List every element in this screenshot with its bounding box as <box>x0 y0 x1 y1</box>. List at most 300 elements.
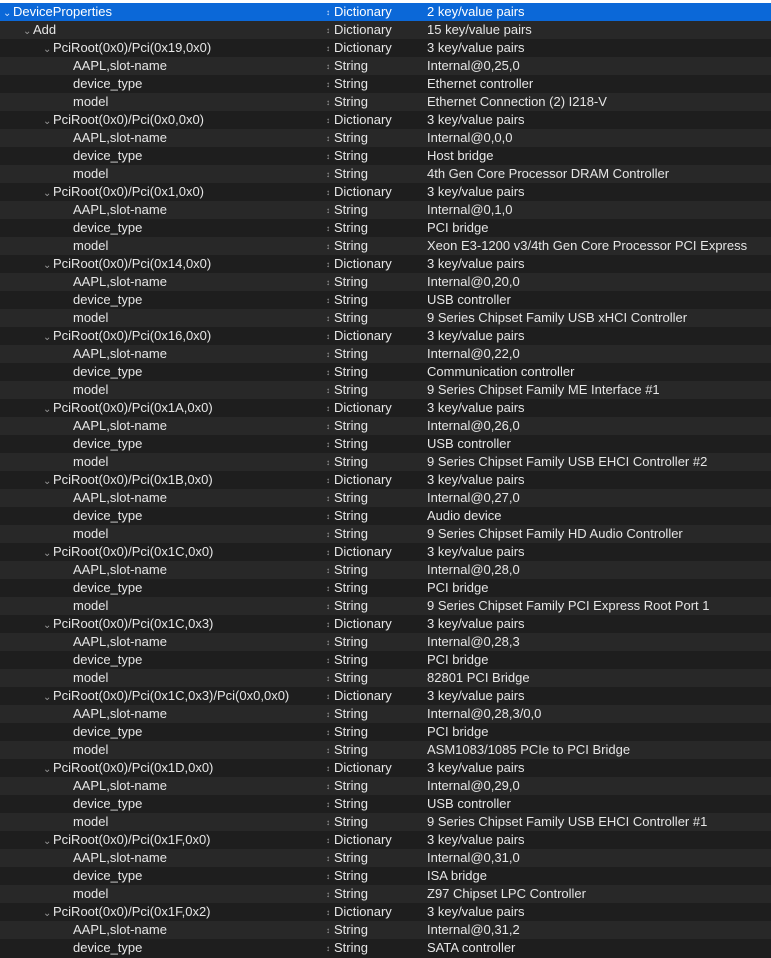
row-type-selector[interactable] <box>326 831 416 850</box>
up-down-arrows-icon: ↕ <box>326 854 330 863</box>
row-key <box>0 687 363 707</box>
row-key-label: model <box>73 742 109 757</box>
row-value[interactable]: Host bridge <box>427 148 494 163</box>
plist-row[interactable] <box>0 489 771 507</box>
row-key-label: model <box>73 598 109 613</box>
row-type-label: String <box>334 580 368 595</box>
plist-row[interactable] <box>0 273 771 291</box>
plist-row[interactable] <box>0 669 771 687</box>
row-value[interactable]: 3 key/value pairs <box>427 616 525 631</box>
row-value[interactable]: PCI bridge <box>427 652 489 667</box>
chevron-down-icon[interactable]: ⌄ <box>43 548 52 559</box>
row-type-selector[interactable] <box>326 921 416 940</box>
row-value[interactable]: 3 key/value pairs <box>427 904 525 919</box>
row-key <box>0 255 363 275</box>
plist-row[interactable] <box>0 579 771 597</box>
row-value[interactable]: 3 key/value pairs <box>427 184 525 199</box>
row-key-label: AAPL,slot-name <box>73 850 167 865</box>
row-key <box>0 21 343 41</box>
row-value[interactable]: Communication controller <box>427 364 575 379</box>
row-key-label: AAPL,slot-name <box>73 346 167 361</box>
row-value[interactable]: USB controller <box>427 292 511 307</box>
row-value[interactable]: 9 Series Chipset Family PCI Express Root Port 1 <box>427 598 710 613</box>
row-key-label: device_type <box>73 940 143 955</box>
row-key <box>0 39 363 59</box>
row-type-selector[interactable] <box>326 795 416 814</box>
plist-row[interactable] <box>0 75 771 93</box>
row-type-label: String <box>334 652 368 667</box>
row-type-selector[interactable] <box>326 111 416 130</box>
row-type-selector[interactable] <box>326 867 416 886</box>
row-key <box>0 831 363 851</box>
chevron-down-icon[interactable]: ⌄ <box>43 188 52 199</box>
row-key-label: PciRoot(0x0)/Pci(0x1C,0x3)/Pci(0x0,0x0) <box>53 688 290 703</box>
row-type-selector[interactable] <box>326 777 416 796</box>
row-value[interactable]: Internal@0,28,3 <box>427 634 520 649</box>
row-type-selector[interactable] <box>326 741 416 760</box>
up-down-arrows-icon: ↕ <box>326 26 330 35</box>
row-type-selector[interactable] <box>326 363 416 382</box>
plist-row[interactable] <box>0 939 771 957</box>
row-type-label: Dictionary <box>334 904 392 919</box>
plist-row[interactable] <box>0 705 771 723</box>
row-key-label: AAPL,slot-name <box>73 562 167 577</box>
up-down-arrows-icon: ↕ <box>326 98 330 107</box>
row-value[interactable]: 2 key/value pairs <box>427 4 525 19</box>
up-down-arrows-icon: ↕ <box>326 494 330 503</box>
row-type-selector[interactable] <box>326 165 416 184</box>
row-value[interactable]: 4th Gen Core Processor DRAM Controller <box>427 166 670 181</box>
row-key-label: PciRoot(0x0)/Pci(0x0,0x0) <box>53 112 204 127</box>
row-type-selector[interactable] <box>326 471 416 490</box>
row-value[interactable]: Internal@0,28,0 <box>427 562 520 577</box>
row-key <box>0 183 363 203</box>
plist-row[interactable] <box>0 435 771 453</box>
row-type-selector[interactable] <box>326 723 416 742</box>
row-value[interactable]: 9 Series Chipset Family ME Interface #1 <box>427 382 660 397</box>
up-down-arrows-icon: ↕ <box>326 890 330 899</box>
plist-row[interactable] <box>0 921 771 939</box>
row-type-selector[interactable] <box>326 201 416 220</box>
row-type-selector[interactable] <box>326 3 416 22</box>
row-type-selector[interactable] <box>326 327 416 346</box>
row-type-selector[interactable] <box>326 669 416 688</box>
row-value[interactable]: PCI bridge <box>427 580 489 595</box>
plist-row[interactable] <box>0 615 771 633</box>
row-type-label: String <box>334 868 368 883</box>
row-type-label: String <box>334 130 368 145</box>
up-down-arrows-icon: ↕ <box>326 296 330 305</box>
row-type-label: String <box>334 814 368 829</box>
plist-row[interactable] <box>0 471 771 489</box>
row-type-label: String <box>334 940 368 955</box>
row-key <box>0 543 363 563</box>
row-type-selector[interactable] <box>326 75 416 94</box>
plist-row[interactable] <box>0 795 771 813</box>
up-down-arrows-icon: ↕ <box>326 944 330 953</box>
row-type-label: String <box>334 76 368 91</box>
plist-row[interactable] <box>0 417 771 435</box>
plist-row[interactable] <box>0 345 771 363</box>
up-down-arrows-icon: ↕ <box>326 692 330 701</box>
row-key-label: model <box>73 670 109 685</box>
row-value[interactable]: Internal@0,0,0 <box>427 130 513 145</box>
plist-row[interactable] <box>0 93 771 111</box>
plist-row[interactable] <box>0 21 771 39</box>
row-type-selector[interactable] <box>326 129 416 148</box>
row-value[interactable]: Internal@0,31,2 <box>427 922 520 937</box>
up-down-arrows-icon: ↕ <box>326 512 330 521</box>
chevron-down-icon[interactable]: ⌄ <box>43 620 52 631</box>
row-value[interactable]: 3 key/value pairs <box>427 400 525 415</box>
up-down-arrows-icon: ↕ <box>326 206 330 215</box>
plist-row[interactable] <box>0 219 771 237</box>
row-type-selector[interactable] <box>326 633 416 652</box>
up-down-arrows-icon: ↕ <box>326 728 330 737</box>
row-type-label: String <box>334 148 368 163</box>
up-down-arrows-icon: ↕ <box>326 710 330 719</box>
plist-row[interactable] <box>0 687 771 705</box>
row-value[interactable]: ASM1083/1085 PCIe to PCI Bridge <box>427 742 631 757</box>
row-value[interactable]: 3 key/value pairs <box>427 832 525 847</box>
plist-row[interactable] <box>0 597 771 615</box>
row-value[interactable]: 3 key/value pairs <box>427 256 525 271</box>
chevron-down-icon[interactable]: ⌄ <box>23 26 32 37</box>
plist-row[interactable] <box>0 309 771 327</box>
chevron-down-icon[interactable]: ⌄ <box>3 8 12 19</box>
plist-row[interactable] <box>0 363 771 381</box>
plist-row[interactable] <box>0 849 771 867</box>
row-value[interactable]: 3 key/value pairs <box>427 760 525 775</box>
plist-row[interactable] <box>0 57 771 75</box>
row-type-selector[interactable] <box>326 489 416 508</box>
up-down-arrows-icon: ↕ <box>326 656 330 665</box>
row-value[interactable]: Internal@0,28,3/0,0 <box>427 706 542 721</box>
row-type-label: Dictionary <box>334 472 392 487</box>
up-down-arrows-icon: ↕ <box>326 584 330 593</box>
plist-outline-view[interactable] <box>0 3 771 957</box>
row-value[interactable]: 3 key/value pairs <box>427 328 525 343</box>
row-type-selector[interactable] <box>326 399 416 418</box>
up-down-arrows-icon: ↕ <box>326 386 330 395</box>
row-key <box>0 759 363 779</box>
row-value[interactable]: PCI bridge <box>427 220 489 235</box>
row-key <box>0 903 363 923</box>
row-value[interactable]: 9 Series Chipset Family USB EHCI Controller #2 <box>427 454 708 469</box>
row-type-label: String <box>334 850 368 865</box>
row-type-selector[interactable] <box>326 525 416 544</box>
row-key-label: PciRoot(0x0)/Pci(0x1,0x0) <box>53 184 204 199</box>
plist-row[interactable] <box>0 543 771 561</box>
row-key-label: device_type <box>73 580 143 595</box>
row-type-selector[interactable] <box>326 39 416 58</box>
row-type-selector[interactable] <box>326 543 416 562</box>
row-value[interactable]: 3 key/value pairs <box>427 112 525 127</box>
row-value[interactable]: 3 key/value pairs <box>427 472 525 487</box>
up-down-arrows-icon: ↕ <box>326 638 330 647</box>
row-value[interactable]: 3 key/value pairs <box>427 688 525 703</box>
plist-row[interactable] <box>0 561 771 579</box>
row-value[interactable]: 15 key/value pairs <box>427 22 532 37</box>
row-key-label: device_type <box>73 148 143 163</box>
plist-row[interactable] <box>0 651 771 669</box>
row-type-label: String <box>334 274 368 289</box>
plist-row[interactable] <box>0 831 771 849</box>
row-key-label: PciRoot(0x0)/Pci(0x1F,0x0) <box>53 832 211 847</box>
row-key-label: device_type <box>73 868 143 883</box>
row-type-label: String <box>334 310 368 325</box>
up-down-arrows-icon: ↕ <box>326 800 330 809</box>
row-type-label: Dictionary <box>334 832 392 847</box>
row-type-selector[interactable] <box>326 345 416 364</box>
row-type-label: Dictionary <box>334 544 392 559</box>
row-type-label: String <box>334 670 368 685</box>
row-type-selector[interactable] <box>326 435 416 454</box>
row-key-label: AAPL,slot-name <box>73 274 167 289</box>
row-key <box>0 399 363 419</box>
row-type-selector[interactable] <box>326 93 416 112</box>
row-type-label: String <box>334 778 368 793</box>
row-value[interactable]: Internal@0,25,0 <box>427 58 520 73</box>
row-type-label: Dictionary <box>334 400 392 415</box>
row-type-selector[interactable] <box>326 579 416 598</box>
row-value[interactable]: 9 Series Chipset Family HD Audio Controller <box>427 526 683 541</box>
row-key-label: model <box>73 814 109 829</box>
row-value[interactable]: Ethernet controller <box>427 76 534 91</box>
row-type-selector[interactable] <box>326 219 416 238</box>
chevron-down-icon[interactable]: ⌄ <box>43 908 52 919</box>
row-key-label: device_type <box>73 76 143 91</box>
row-type-selector[interactable] <box>326 651 416 670</box>
row-type-label: String <box>334 364 368 379</box>
row-key-label: PciRoot(0x0)/Pci(0x16,0x0) <box>53 328 212 343</box>
row-type-label: String <box>334 292 368 307</box>
up-down-arrows-icon: ↕ <box>326 674 330 683</box>
row-type-label: String <box>334 346 368 361</box>
chevron-down-icon[interactable]: ⌄ <box>43 260 52 271</box>
row-type-selector[interactable] <box>326 255 416 274</box>
row-type-label: String <box>334 436 368 451</box>
up-down-arrows-icon: ↕ <box>326 872 330 881</box>
row-key-label: AAPL,slot-name <box>73 202 167 217</box>
row-value[interactable]: SATA controller <box>427 940 516 955</box>
up-down-arrows-icon: ↕ <box>326 224 330 233</box>
up-down-arrows-icon: ↕ <box>326 170 330 179</box>
plist-row[interactable] <box>0 111 771 129</box>
up-down-arrows-icon: ↕ <box>326 746 330 755</box>
chevron-down-icon[interactable]: ⌄ <box>43 404 52 415</box>
up-down-arrows-icon: ↕ <box>326 188 330 197</box>
row-type-selector[interactable] <box>326 561 416 580</box>
row-type-selector[interactable] <box>326 885 416 904</box>
plist-row[interactable] <box>0 759 771 777</box>
up-down-arrows-icon: ↕ <box>326 242 330 251</box>
up-down-arrows-icon: ↕ <box>326 764 330 773</box>
plist-row[interactable] <box>0 381 771 399</box>
row-key-label: model <box>73 886 109 901</box>
row-value[interactable]: PCI bridge <box>427 724 489 739</box>
row-type-selector[interactable] <box>326 453 416 472</box>
row-type-label: String <box>334 796 368 811</box>
row-value[interactable]: USB controller <box>427 436 511 451</box>
plist-row[interactable] <box>0 255 771 273</box>
plist-row[interactable] <box>0 399 771 417</box>
plist-row[interactable] <box>0 3 771 21</box>
plist-row[interactable] <box>0 453 771 471</box>
up-down-arrows-icon: ↕ <box>326 62 330 71</box>
row-value[interactable]: 3 key/value pairs <box>427 40 525 55</box>
row-type-label: Dictionary <box>334 688 392 703</box>
row-key-label: AAPL,slot-name <box>73 418 167 433</box>
row-key-label: device_type <box>73 508 143 523</box>
row-type-selector[interactable] <box>326 849 416 868</box>
plist-row[interactable] <box>0 813 771 831</box>
row-key-label: AAPL,slot-name <box>73 634 167 649</box>
row-key-label: model <box>73 526 109 541</box>
row-type-selector[interactable] <box>326 147 416 166</box>
row-value[interactable]: Ethernet Connection (2) I218-V <box>427 94 607 109</box>
chevron-down-icon[interactable]: ⌄ <box>43 44 52 55</box>
row-type-label: String <box>334 598 368 613</box>
plist-row[interactable] <box>0 327 771 345</box>
plist-row[interactable] <box>0 507 771 525</box>
up-down-arrows-icon: ↕ <box>326 440 330 449</box>
row-key <box>0 615 363 635</box>
row-key-label: PciRoot(0x0)/Pci(0x1D,0x0) <box>53 760 214 775</box>
row-type-selector[interactable] <box>326 939 416 958</box>
row-type-label: String <box>334 58 368 73</box>
chevron-down-icon[interactable]: ⌄ <box>43 692 52 703</box>
row-key <box>0 471 363 491</box>
chevron-down-icon[interactable]: ⌄ <box>43 476 52 487</box>
up-down-arrows-icon: ↕ <box>326 602 330 611</box>
plist-row[interactable] <box>0 39 771 57</box>
chevron-down-icon[interactable]: ⌄ <box>43 332 52 343</box>
plist-row[interactable] <box>0 777 771 795</box>
row-type-selector[interactable] <box>326 597 416 616</box>
row-value[interactable]: Internal@0,27,0 <box>427 490 520 505</box>
row-key-label: model <box>73 382 109 397</box>
row-key-label: AAPL,slot-name <box>73 922 167 937</box>
row-value[interactable]: Internal@0,22,0 <box>427 346 520 361</box>
plist-row[interactable] <box>0 741 771 759</box>
chevron-down-icon[interactable]: ⌄ <box>43 836 52 847</box>
row-value[interactable]: 9 Series Chipset Family USB EHCI Controller #1 <box>427 814 708 829</box>
row-value[interactable]: Internal@0,26,0 <box>427 418 520 433</box>
up-down-arrows-icon: ↕ <box>326 926 330 935</box>
row-type-selector[interactable] <box>326 759 416 778</box>
row-value[interactable]: Z97 Chipset LPC Controller <box>427 886 586 901</box>
up-down-arrows-icon: ↕ <box>326 278 330 287</box>
row-value[interactable]: USB controller <box>427 796 511 811</box>
row-type-label: String <box>334 562 368 577</box>
row-value[interactable]: Internal@0,31,0 <box>427 850 520 865</box>
row-type-label: Dictionary <box>334 4 392 19</box>
row-value[interactable]: Internal@0,1,0 <box>427 202 513 217</box>
row-type-selector[interactable] <box>326 507 416 526</box>
row-key-label: device_type <box>73 724 143 739</box>
row-value[interactable]: Xeon E3-1200 v3/4th Gen Core Processor PCI Express <box>427 238 748 253</box>
plist-row[interactable] <box>0 201 771 219</box>
plist-row[interactable] <box>0 147 771 165</box>
row-type-label: String <box>334 238 368 253</box>
row-type-selector[interactable] <box>326 381 416 400</box>
row-type-label: Dictionary <box>334 328 392 343</box>
row-type-selector[interactable] <box>326 687 416 706</box>
row-type-label: String <box>334 418 368 433</box>
row-type-selector[interactable] <box>326 309 416 328</box>
up-down-arrows-icon: ↕ <box>326 908 330 917</box>
plist-row[interactable] <box>0 183 771 201</box>
row-type-label: String <box>334 94 368 109</box>
plist-row[interactable] <box>0 237 771 255</box>
plist-row[interactable] <box>0 867 771 885</box>
plist-row[interactable] <box>0 129 771 147</box>
row-key-label: model <box>73 454 109 469</box>
row-value[interactable]: 9 Series Chipset Family USB xHCI Controller <box>427 310 688 325</box>
row-key-label: device_type <box>73 364 143 379</box>
row-type-selector[interactable] <box>326 21 416 40</box>
plist-row[interactable] <box>0 525 771 543</box>
up-down-arrows-icon: ↕ <box>326 458 330 467</box>
up-down-arrows-icon: ↕ <box>326 404 330 413</box>
row-type-selector[interactable] <box>326 615 416 634</box>
row-key-label: AAPL,slot-name <box>73 490 167 505</box>
row-value[interactable]: ISA bridge <box>427 868 487 883</box>
row-type-label: String <box>334 922 368 937</box>
plist-row[interactable] <box>0 633 771 651</box>
row-key-label: PciRoot(0x0)/Pci(0x1C,0x3) <box>53 616 214 631</box>
row-type-label: String <box>334 742 368 757</box>
row-type-selector[interactable] <box>326 57 416 76</box>
row-value[interactable]: Internal@0,29,0 <box>427 778 520 793</box>
row-value[interactable]: 82801 PCI Bridge <box>427 670 530 685</box>
row-key-label: model <box>73 94 109 109</box>
plist-row[interactable] <box>0 885 771 903</box>
row-key-label: device_type <box>73 796 143 811</box>
row-value[interactable]: Audio device <box>427 508 502 523</box>
row-key-label: PciRoot(0x0)/Pci(0x1A,0x0) <box>53 400 213 415</box>
plist-row[interactable] <box>0 291 771 309</box>
row-value[interactable]: 3 key/value pairs <box>427 544 525 559</box>
row-type-selector[interactable] <box>326 705 416 724</box>
row-type-selector[interactable] <box>326 273 416 292</box>
row-type-label: String <box>334 634 368 649</box>
row-type-label: String <box>334 202 368 217</box>
up-down-arrows-icon: ↕ <box>326 260 330 269</box>
row-type-label: String <box>334 526 368 541</box>
up-down-arrows-icon: ↕ <box>326 80 330 89</box>
chevron-down-icon[interactable]: ⌄ <box>43 116 52 127</box>
plist-row[interactable] <box>0 165 771 183</box>
row-type-label: String <box>334 490 368 505</box>
plist-row[interactable] <box>0 903 771 921</box>
row-key-label: model <box>73 166 109 181</box>
row-type-selector[interactable] <box>326 903 416 922</box>
row-key-label: PciRoot(0x0)/Pci(0x14,0x0) <box>53 256 212 271</box>
row-type-selector[interactable] <box>326 813 416 832</box>
row-type-selector[interactable] <box>326 183 416 202</box>
row-type-selector[interactable] <box>326 417 416 436</box>
chevron-down-icon[interactable]: ⌄ <box>43 764 52 775</box>
row-key-label: AAPL,slot-name <box>73 58 167 73</box>
row-type-selector[interactable] <box>326 237 416 256</box>
row-value[interactable]: Internal@0,20,0 <box>427 274 520 289</box>
row-key-label: device_type <box>73 652 143 667</box>
row-type-selector[interactable] <box>326 291 416 310</box>
up-down-arrows-icon: ↕ <box>326 530 330 539</box>
plist-row[interactable] <box>0 723 771 741</box>
